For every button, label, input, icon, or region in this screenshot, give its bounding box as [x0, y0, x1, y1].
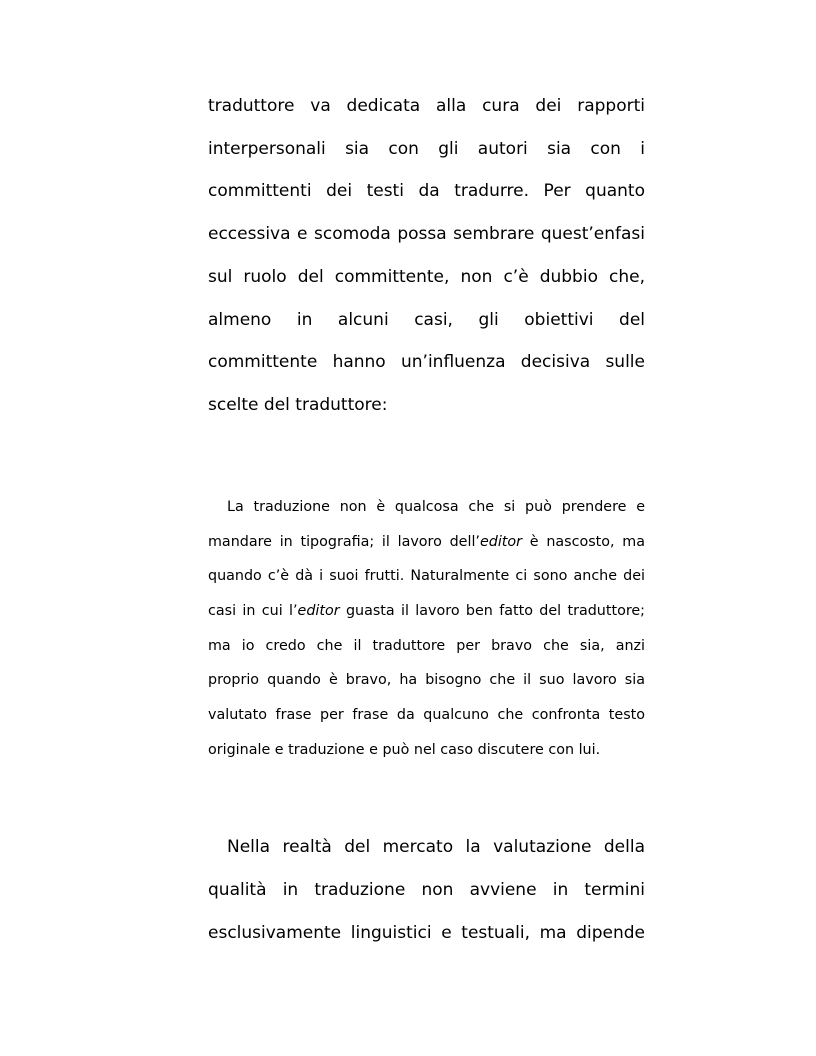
- quote-text: quando c’è dà i suoi frutti. Naturalmente ci sono anche dei: [208, 568, 645, 584]
- quote-text: mandare in tipografia; il lavoro dell’: [208, 534, 480, 550]
- quote-line: [208, 636, 645, 656]
- quote-line: [208, 740, 645, 760]
- quote-line: [208, 705, 645, 725]
- paragraph-line: sul ruolo del committente, non c’è dubbio che,: [208, 267, 645, 287]
- quote-line: [227, 497, 645, 517]
- quote-text: proprio quando è bravo, ha bisogno che il suo lavoro sia: [208, 672, 645, 688]
- paragraph-line: committenti dei testi da tradurre. Per quanto: [208, 181, 645, 201]
- quote-emphasis: editor: [479, 534, 523, 550]
- paragraph-line: scelte del traduttore:: [208, 395, 388, 415]
- quote-line: [208, 670, 645, 690]
- quote-text: ma io credo che il traduttore per bravo che sia, anzi: [208, 638, 645, 654]
- paragraph-line: qualità in traduzione non avviene in termini: [208, 880, 645, 900]
- quote-text: valutato frase per frase da qualcuno che confronta testo: [208, 707, 645, 723]
- quote-line: [208, 601, 645, 621]
- quote-text: La traduzione non è qualcosa che si può prendere e: [227, 499, 645, 515]
- quote-line: [208, 532, 645, 552]
- paragraph-line: esclusivamente linguistici e testuali, ma dipende: [208, 923, 645, 943]
- quote-text: casi in cui l’: [208, 603, 298, 619]
- quote-text: è nascosto, ma: [522, 534, 645, 550]
- paragraph-line: interpersonali sia con gli autori sia con i: [208, 139, 645, 159]
- paragraph-line: traduttore va dedicata alla cura dei rapporti: [208, 96, 645, 116]
- paragraph-line: Nella realtà del mercato la valutazione della: [227, 837, 645, 857]
- quote-text: guasta il lavoro ben fatto del traduttore;: [339, 603, 645, 619]
- paragraph-line: almeno in alcuni casi, gli obiettivi del: [208, 310, 645, 330]
- paragraph-line: committente hanno un’influenza decisiva sulle: [208, 352, 645, 372]
- quote-line: [208, 566, 645, 586]
- quote-text: originale e traduzione e può nel caso discutere con lui.: [208, 742, 601, 758]
- paragraph-line: eccessiva e scomoda possa sembrare quest’enfasi: [208, 224, 645, 244]
- quote-emphasis: editor: [297, 603, 340, 619]
